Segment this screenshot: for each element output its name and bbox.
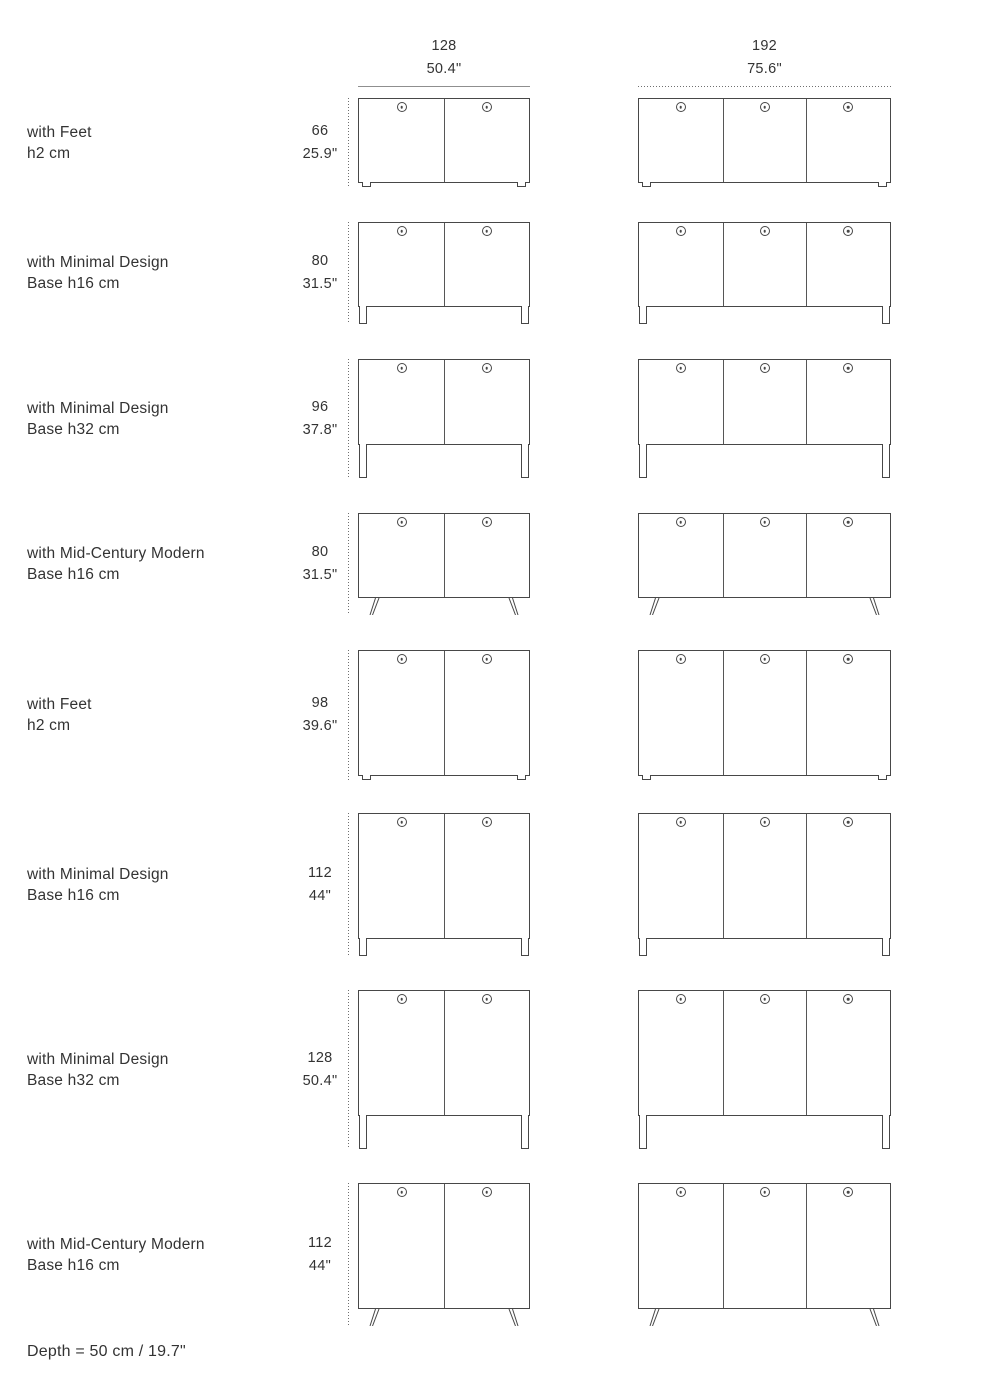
door-divider <box>806 514 807 597</box>
cabinet-leg <box>639 1115 647 1149</box>
height-inches-value: 31.5" <box>302 276 338 292</box>
cabinet-leg <box>866 598 882 615</box>
door-knob-icon <box>397 363 407 373</box>
width-cm-value: 192 <box>751 38 778 54</box>
door-knob-icon <box>843 102 853 112</box>
variant-label <box>27 694 92 736</box>
cabinet-leg <box>882 938 890 956</box>
door-knob-icon <box>482 363 492 373</box>
door-divider <box>806 223 807 306</box>
door-divider <box>723 651 724 775</box>
door-knob-icon <box>482 654 492 664</box>
height-dimension <box>270 862 370 908</box>
variant-label-line1: with Minimal Design <box>27 865 169 883</box>
cabinet-leg <box>359 1115 367 1149</box>
door-knob-icon <box>760 817 770 827</box>
door-divider <box>444 1184 445 1308</box>
door-knob-icon <box>482 1187 492 1197</box>
door-divider <box>444 360 445 444</box>
variant-label-line2: h2 cm <box>27 144 71 162</box>
door-knob-icon <box>676 817 686 827</box>
height-dimension-line <box>348 98 349 187</box>
height-dimension <box>270 1232 370 1278</box>
door-divider <box>723 99 724 182</box>
cabinet-body <box>358 990 530 1116</box>
cabinet-leg <box>882 306 890 324</box>
door-knob-icon <box>843 363 853 373</box>
cabinet-drawing-3door <box>638 650 891 780</box>
cabinet-leg <box>367 598 383 615</box>
width-dimension-line <box>638 86 891 87</box>
spec-row <box>0 650 1000 780</box>
door-divider <box>444 814 445 938</box>
door-knob-icon <box>397 102 407 112</box>
height-dimension <box>270 1047 370 1093</box>
cabinet-body <box>358 1183 530 1309</box>
cabinet-body <box>638 813 891 939</box>
cabinet-foot <box>642 182 651 187</box>
width-inches-value: 75.6" <box>747 61 782 77</box>
door-divider <box>444 991 445 1115</box>
height-cm-value: 112 <box>307 864 333 881</box>
height-cm-value: 66 <box>311 122 329 139</box>
door-knob-icon <box>397 994 407 1004</box>
variant-label <box>27 122 92 164</box>
height-inches-value: 37.8" <box>302 421 338 438</box>
width-dimension-line <box>358 86 530 87</box>
door-knob-icon <box>676 102 686 112</box>
door-knob-icon <box>397 817 407 827</box>
door-knob-icon <box>676 226 686 236</box>
spec-row <box>0 513 1000 615</box>
height-inches-value: 44" <box>308 1257 332 1274</box>
door-knob-icon <box>843 517 853 527</box>
cabinet-leg <box>882 444 890 478</box>
spec-row <box>0 1183 1000 1326</box>
height-cm-value: 98 <box>311 695 329 711</box>
height-dimension-line <box>348 813 349 956</box>
door-knob-icon <box>760 363 770 373</box>
height-cm-value: 80 <box>311 253 329 269</box>
cabinet-body <box>638 222 891 307</box>
cabinet-leg <box>359 444 367 478</box>
height-dimension <box>270 692 370 738</box>
cabinet-leg <box>505 598 521 615</box>
cabinet-drawing-2door <box>358 990 530 1149</box>
cabinet-drawing-2door <box>358 222 530 324</box>
door-knob-icon <box>843 1187 853 1197</box>
spec-row <box>0 98 1000 187</box>
door-divider <box>806 651 807 775</box>
cabinet-leg <box>359 306 367 324</box>
door-divider <box>723 223 724 306</box>
cabinet-leg <box>359 938 367 956</box>
variant-label <box>27 252 169 294</box>
width-cm-value: 128 <box>431 38 457 54</box>
cabinet-body <box>638 1183 891 1309</box>
spec-row <box>0 359 1000 478</box>
spec-row <box>0 990 1000 1149</box>
height-inches-value: 25.9" <box>302 145 338 162</box>
cabinet-drawing-2door <box>358 513 530 615</box>
cabinet-foot <box>362 182 371 187</box>
cabinet-body <box>638 650 891 776</box>
cabinet-drawing-2door <box>358 813 530 956</box>
variant-label <box>27 1234 205 1276</box>
door-divider <box>444 99 445 182</box>
variant-label-line2: Base h16 cm <box>27 566 120 583</box>
variant-label-line1: with Minimal Design <box>27 399 169 417</box>
door-knob-icon <box>482 102 492 112</box>
variant-label-line1: with Mid-Century Modern <box>27 1235 205 1253</box>
height-inches-value: 50.4" <box>302 1072 338 1089</box>
door-divider <box>806 1184 807 1308</box>
cabinet-drawing-2door <box>358 98 530 187</box>
depth-note: Depth = 50 cm / 19.7" <box>27 1343 186 1360</box>
door-knob-icon <box>482 226 492 236</box>
height-inches-value: 31.5" <box>302 567 338 583</box>
door-knob-icon <box>676 994 686 1004</box>
variant-label-line1: with Minimal Design <box>27 254 169 271</box>
variant-label-line2: h2 cm <box>27 717 71 734</box>
door-divider <box>806 991 807 1115</box>
cabinet-leg <box>639 306 647 324</box>
door-knob-icon <box>676 363 686 373</box>
height-inches-value: 39.6" <box>302 718 338 734</box>
door-knob-icon <box>676 1187 686 1197</box>
door-knob-icon <box>397 226 407 236</box>
door-knob-icon <box>397 517 407 527</box>
variant-label-line2: Base h16 cm <box>27 1256 120 1274</box>
variant-label-line2: Base h32 cm <box>27 420 120 438</box>
door-knob-icon <box>760 517 770 527</box>
height-dimension <box>270 541 370 587</box>
cabinet-drawing-3door <box>638 513 891 615</box>
spec-row <box>0 813 1000 956</box>
door-knob-icon <box>843 654 853 664</box>
height-dimension <box>270 120 370 166</box>
width-header-3door <box>638 0 891 90</box>
door-knob-icon <box>760 1187 770 1197</box>
door-knob-icon <box>482 517 492 527</box>
cabinet-body <box>358 222 530 307</box>
variant-label <box>27 398 169 440</box>
cabinet-leg <box>367 1309 383 1326</box>
width-inches-value: 50.4" <box>426 61 462 77</box>
door-divider <box>723 514 724 597</box>
variant-label-line1: with Feet <box>27 696 92 713</box>
door-divider <box>806 814 807 938</box>
cabinet-leg <box>505 1309 521 1326</box>
cabinet-leg <box>882 1115 890 1149</box>
cabinet-drawing-2door <box>358 359 530 478</box>
cabinet-body <box>358 98 530 183</box>
cabinet-foot <box>517 182 526 187</box>
door-divider <box>723 814 724 938</box>
door-divider <box>723 991 724 1115</box>
height-dimension-line <box>348 359 349 478</box>
door-knob-icon <box>482 994 492 1004</box>
cabinet-foot <box>878 775 887 780</box>
door-knob-icon <box>760 102 770 112</box>
cabinet-leg <box>647 1309 663 1326</box>
cabinet-body <box>358 813 530 939</box>
door-knob-icon <box>843 994 853 1004</box>
cabinet-leg <box>521 1115 529 1149</box>
cabinet-drawing-3door <box>638 98 891 187</box>
cabinet-drawing-3door <box>638 359 891 478</box>
cabinet-body <box>638 513 891 598</box>
door-knob-icon <box>482 817 492 827</box>
variant-label <box>27 864 169 906</box>
cabinet-foot <box>878 182 887 187</box>
cabinet-body <box>358 359 530 445</box>
variant-label <box>27 543 205 585</box>
cabinet-leg <box>866 1309 882 1326</box>
door-divider <box>444 651 445 775</box>
cabinet-drawing-3door <box>638 1183 891 1326</box>
variant-label-line1: with Minimal Design <box>27 1050 169 1068</box>
cabinet-drawing-2door <box>358 650 530 780</box>
width-header-2door <box>358 0 530 90</box>
cabinet-leg <box>521 444 529 478</box>
height-dimension-line <box>348 650 349 780</box>
height-cm-value: 128 <box>307 1049 333 1066</box>
cabinet-leg <box>521 938 529 956</box>
height-cm-value: 112 <box>307 1234 333 1251</box>
cabinet-drawing-3door <box>638 222 891 324</box>
height-dimension-line <box>348 513 349 615</box>
door-divider <box>806 360 807 444</box>
height-dimension <box>270 396 370 442</box>
cabinet-foot <box>642 775 651 780</box>
cabinet-drawing-2door <box>358 1183 530 1326</box>
door-knob-icon <box>397 654 407 664</box>
variant-label-line2: Base h32 cm <box>27 1071 120 1089</box>
height-dimension-line <box>348 1183 349 1326</box>
door-knob-icon <box>760 226 770 236</box>
door-divider <box>444 514 445 597</box>
height-dimension-line <box>348 990 349 1149</box>
cabinet-foot <box>362 775 371 780</box>
variant-label-line2: Base h16 cm <box>27 275 120 292</box>
variant-label-line2: Base h16 cm <box>27 886 120 904</box>
height-dimension <box>270 250 370 296</box>
door-knob-icon <box>676 517 686 527</box>
variant-label-line1: with Feet <box>27 123 92 141</box>
variant-label <box>27 1049 169 1091</box>
cabinet-body <box>638 359 891 445</box>
height-inches-value: 44" <box>308 887 332 904</box>
cabinet-leg <box>639 938 647 956</box>
cabinet-body <box>358 513 530 598</box>
cabinet-foot <box>517 775 526 780</box>
height-dimension-line <box>348 222 349 324</box>
door-knob-icon <box>843 817 853 827</box>
door-knob-icon <box>843 226 853 236</box>
door-knob-icon <box>676 654 686 664</box>
door-knob-icon <box>760 994 770 1004</box>
cabinet-body <box>638 98 891 183</box>
height-cm-value: 80 <box>311 544 329 560</box>
cabinet-drawing-3door <box>638 990 891 1149</box>
door-divider <box>806 99 807 182</box>
door-knob-icon <box>397 1187 407 1197</box>
cabinet-body <box>358 650 530 776</box>
door-divider <box>723 360 724 444</box>
variant-label-line1: with Mid-Century Modern <box>27 545 205 562</box>
cabinet-leg <box>521 306 529 324</box>
cabinet-drawing-3door <box>638 813 891 956</box>
cabinet-body <box>638 990 891 1116</box>
spec-row <box>0 222 1000 324</box>
cabinet-leg <box>639 444 647 478</box>
height-cm-value: 96 <box>311 398 329 415</box>
cabinet-leg <box>647 598 663 615</box>
door-divider <box>723 1184 724 1308</box>
door-knob-icon <box>760 654 770 664</box>
door-divider <box>444 223 445 306</box>
